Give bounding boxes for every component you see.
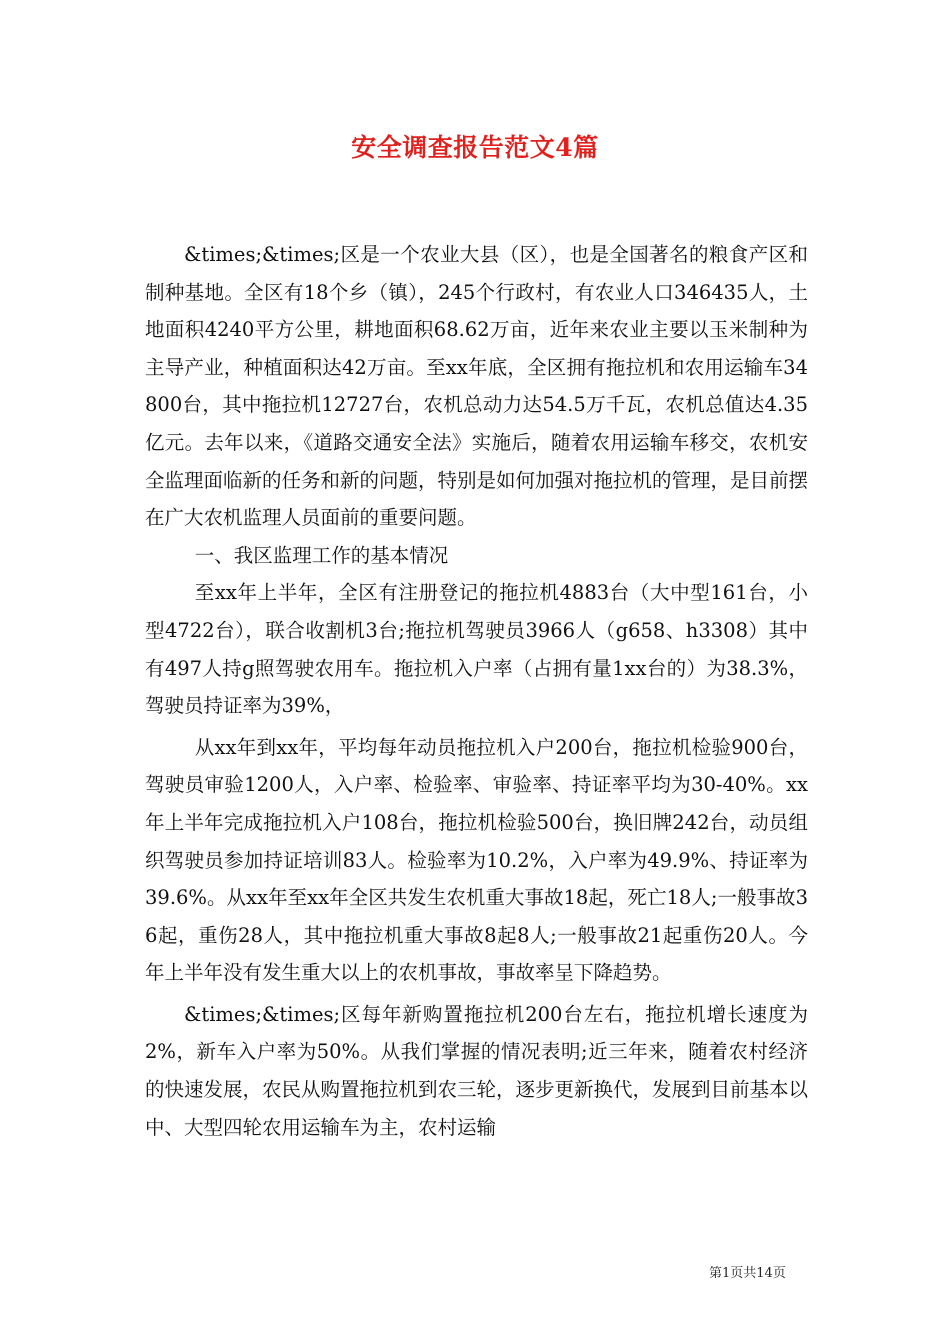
document-body [145,236,808,1146]
paragraph-statistics: 从xx年到xx年，平均每年动员拖拉机入户200台，拖拉机检验900台，驾驶员审验1200人，入户率、检验率、审验率、持证率平均为30-40%。xx年上半年完成拖拉机入户108台，拖拉机检验500台，换旧牌242台，动员组织驾驶员参加持证培训83人。检验率为10.2%，入户率为49.9%、持证率为39.6%。从xx年至xx年全区共发生农机重大事故18起，死亡18人;一般事故36起，重伤28人，其中拖拉机重大事故8起8人;一般事故21起重伤20人。今年上半年没有发生重大以上的农机事故，事故率呈下降趋势。 [145,735,808,985]
paragraph-registration: 至xx年上半年，全区有注册登记的拖拉机4883台（大中型161台，小型4722台），联合收割机3台;拖拉机驾驶员3966人（g658、h3308）其中有497人持g照驾驶农用车。拖拉机入户率（占拥有量1xx台的）为38.3%，驾驶员持证率为39%， [145,581,808,718]
page-number: 第1页共14页 [709,1266,786,1281]
section-heading: 一、我区监理工作的基本情况 [194,543,449,567]
paragraph-intro: &times;&times;区是一个农业大县（区），也是全国著名的粮食产区和制种基地。全区有18个乡（镇），245个行政村，有农业人口346435人，土地面积4240平方公里，耕地面积68.62万亩，近年来农业主要以玉米制种为主导产业，种植面积达42万亩。至xx年底，全区拥有拖拉机和农用运输车34800台，其中拖拉机12727台，农机总动力达54.5万千瓦，农机总值达4.35亿元。去年以来，《道路交通安全法》实施后，随着农用运输车移交，农机安全监理面临新的任务和新的问题，特别是如何加强对拖拉机的管理，是目前摆在广大农机监理人员面前的重要问题。 [145,243,809,530]
paragraph-growth: &times;&times;区每年新购置拖拉机200台左右，拖拉机增长速度为2%，新车入户率为50%。从我们掌握的情况表明;近三年来，随着农村经济的快速发展，农民从购置拖拉机到农三轮，逐步更新换代，发展到目前基本以中、大型四轮农用运输车为主，农村运输 [145,1002,809,1139]
document-title: 安全调查报告范文4篇 [351,133,599,162]
